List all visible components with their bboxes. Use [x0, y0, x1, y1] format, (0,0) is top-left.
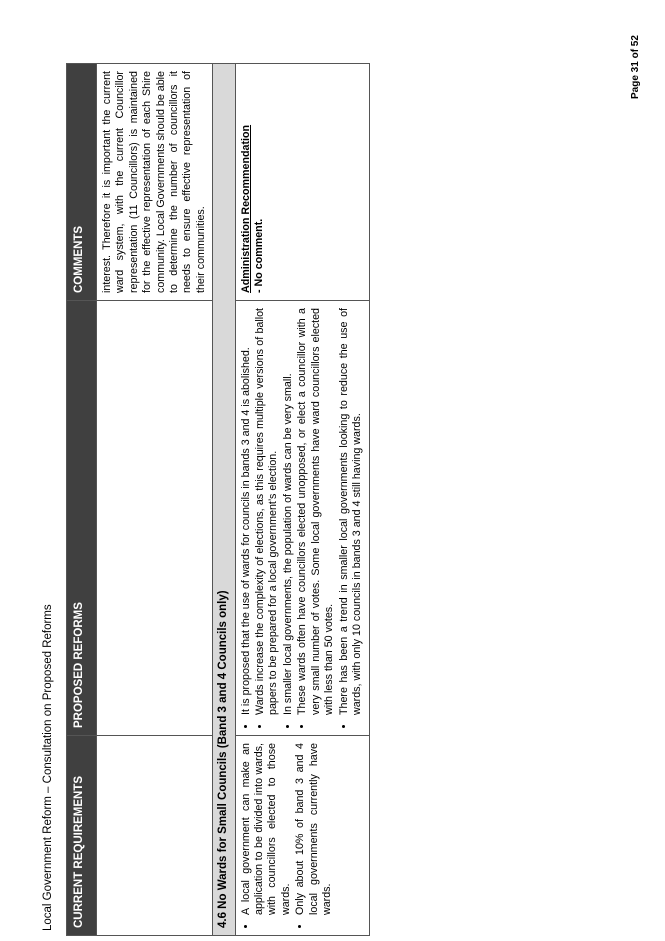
continued-comment: interest. Therefore it is important the current ward system, with the current Councillor representation (11 Councillors) is maintained for the effective representation of each Shire community. Local Governments should be able to determine the number of councillors it needs to ensure effective representation of their communities.: [97, 64, 213, 301]
reforms-table: [66, 63, 370, 936]
proposed-reforms-cell: [235, 301, 370, 736]
section-content-row: [235, 64, 370, 936]
list-item: • Only about 10% of band 3 and 4 local governments currently have wards.: [294, 743, 334, 915]
comments-cell: [235, 64, 370, 301]
admin-recommendation-label: Administration Recommendation: [239, 124, 252, 293]
col-header-current: CURRENT REQUIREMENTS: [67, 736, 97, 936]
list-item: • A local government can make an application to be divided into wards, with councillors elected to those wards.: [240, 743, 294, 915]
list-item: • It is proposed that the use of wards for councils in bands 3 and 4 is abolished.: [240, 308, 253, 715]
section-title: 4.6 No Wards for Small Councils (Band 3 and 4 Councils only): [213, 64, 235, 936]
list-item: • There has been a trend in smaller local governments looking to reduce the use of wards, with only 10 councils in bands 3 and 4 still having wards.: [338, 308, 365, 715]
col-header-comments: COMMENTS: [67, 64, 97, 301]
document-title: Local Government Reform – Consultation on Proposed Reforms: [42, 604, 54, 931]
empty-cell: [97, 736, 213, 936]
col-header-proposed: PROPOSED REFORMS: [67, 301, 97, 736]
section-heading-row: [213, 64, 235, 936]
list-item: • In smaller local governments, the population of wards can be very small.: [282, 308, 295, 715]
list-item: • Wards increase the complexity of elections, as this requires multiple versions of ballot papers to be prepared for a local government’s election.: [254, 308, 281, 715]
continued-row: [97, 64, 213, 936]
page-number: Page 31 of 52: [630, 35, 641, 99]
admin-recommendation-text: - No comment.: [253, 218, 266, 293]
empty-cell: [97, 301, 213, 736]
current-requirements-cell: [235, 736, 370, 936]
proposed-list: [240, 308, 365, 728]
header-row: [67, 64, 97, 936]
list-item: • These wards often have councillors elected unopposed, or elect a councillor with a very small number of votes. Some local governments have ward councillors elected with less than 50 votes.: [296, 308, 336, 715]
current-list: [240, 743, 335, 928]
